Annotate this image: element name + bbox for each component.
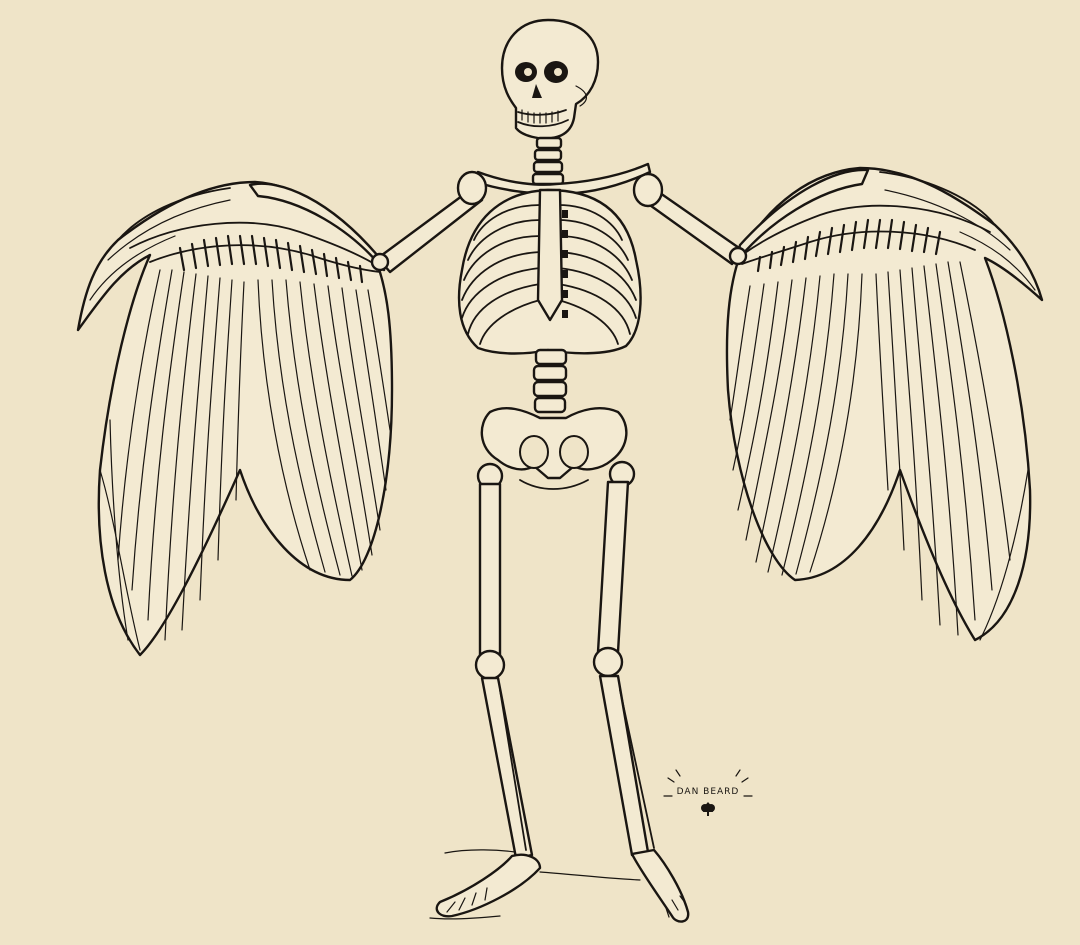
signature-text: DAN BEARD bbox=[676, 787, 740, 797]
artist-signature bbox=[664, 770, 752, 816]
cervical-spine bbox=[533, 138, 563, 184]
pelvis bbox=[482, 408, 627, 489]
ribcage bbox=[459, 190, 641, 354]
left-foot bbox=[437, 855, 540, 917]
left-wing bbox=[78, 182, 392, 655]
right-wing bbox=[727, 168, 1042, 640]
legs bbox=[430, 462, 688, 922]
skull bbox=[502, 20, 598, 139]
right-foot bbox=[632, 850, 688, 922]
lumbar-spine bbox=[534, 350, 566, 412]
